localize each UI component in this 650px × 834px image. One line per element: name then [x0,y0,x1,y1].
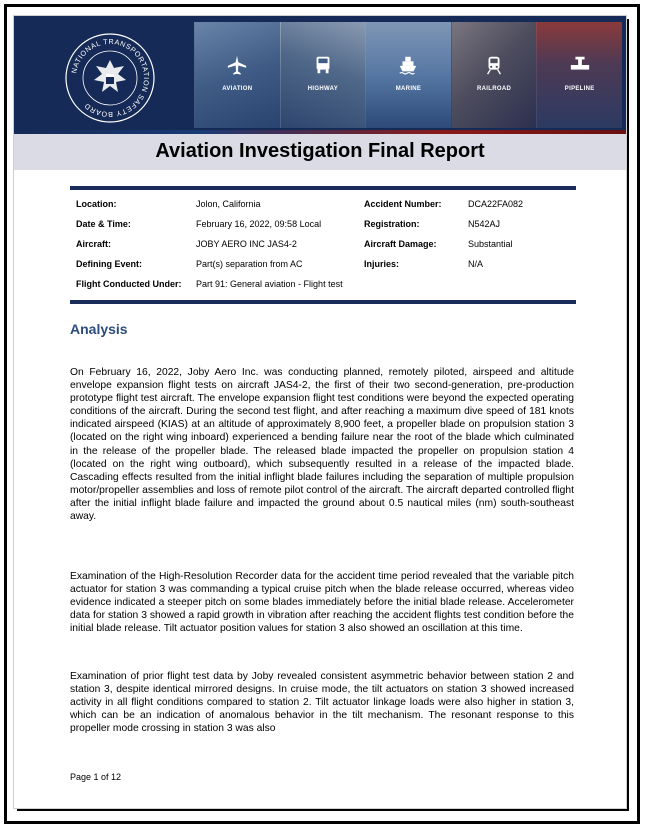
registration-label: Registration: [364,219,420,229]
pipeline-icon [569,54,591,76]
damage-label: Aircraft Damage: [364,239,437,249]
mode-label: AVIATION [222,86,253,92]
airplane-icon [226,54,248,76]
mode-aviation [194,22,280,128]
mode-label: RAILROAD [477,86,512,92]
registration-value: N542AJ [468,219,501,229]
info-row [70,274,576,294]
conducted-label: Flight Conducted Under: [76,279,182,289]
location-label: Location: [76,199,117,209]
analysis-paragraph: On February 16, 2022, Joby Aero Inc. was conducting planned, remotely piloted, airspeed and altitude envelope expansion flight tests on aircraft JAS4-2, the first of their two second-generation, pre-production prototype flight test aircraft. The envelope expansion flight test conditions were beyond the expected operating conditions of the aircraft. During the second test flight, and after reaching a maximum dive speed of 181 knots indicated airspeed (KIAS) at an altitude of approximately 8,900 feet, a propeller blade on propulsion station 3 (located on the right wing inboard) experienced a bending failure near the root of the blade which culminated in the release of the propeller blade. The released blade impacted the propeller on propulsion station 4 (located on the right wing outboard), which subsequently resulted in a release of the impacted blade. Cascading effects resulted from the initial inflight blade failures including the separation of multiple propulsion motor/propeller assemblies and loss of remote pilot control of the aircraft. The aircraft departed controlled flight after the initial inflight blade failure and impacted the ground about 0.5 nautical miles (nm) south-southeast away. [70,367,574,523]
mode-label: MARINE [395,86,422,92]
info-table [70,186,576,304]
mode-label: HIGHWAY [307,86,338,92]
mode-highway [280,22,366,128]
report-title: Aviation Investigation Final Report [155,140,485,162]
location-value: Jolon, California [196,199,261,209]
mode-marine [365,22,451,128]
conducted-value: Part 91: General aviation - Flight test [196,279,343,289]
datetime-value: February 16, 2022, 09:58 Local [196,219,322,229]
page-number: Page 1 of 12 [70,772,122,782]
title-band [14,134,626,170]
datetime-label: Date & Time: [76,219,131,229]
ntsb-seal-icon [62,30,158,126]
injuries-label: Injuries: [364,259,400,269]
ship-icon [397,54,419,76]
event-label: Defining Event: [76,259,143,269]
damage-value: Substantial [468,239,513,249]
aircraft-value: JOBY AERO INC JAS4-2 [196,239,297,249]
analysis-heading: Analysis [70,321,128,337]
injuries-value: N/A [468,259,484,269]
aircraft-label: Aircraft: [76,239,112,249]
svg-text:NATIONAL TRANSPORTATION SAFETY: NATIONAL TRANSPORTATION SAFETY BOARD [69,36,152,120]
ntsb-banner [14,16,626,134]
truck-icon [312,54,334,76]
analysis-paragraph: Examination of prior flight test data by Joby revealed consistent asymmetric behavior between station 2 and station 3, despite identical mirrored designs. In cruise mode, the tilt actuators on station 3 showed increased activity in all flight conditions compared to station 2. Tilt actuator linkage loads were also higher in station 3, which can be an indication of anomalous behavior in the tilt mechanism. The resonant response to this propeller mode crossing in station 3 was also [70,671,574,735]
info-row [70,214,576,234]
mode-label: PIPELINE [564,86,595,92]
accident-number-label: Accident Number: [364,199,442,209]
info-row [70,234,576,254]
info-row [70,254,576,274]
accident-number-value: DCA22FA082 [468,199,524,209]
mode-pipeline [536,22,622,128]
transport-modes [194,22,622,128]
event-value: Part(s) separation from AC [196,259,303,269]
info-row [70,194,576,214]
train-icon [483,54,505,76]
mode-railroad [451,22,537,128]
analysis-paragraph: Examination of the High-Resolution Recorder data for the accident time period revealed that the variable pitch actuator for station 3 was commanding a typical cruise pitch when the blade release occurred, whereas video evidence indicated a steeper pitch on some blades immediately before the initial blade release. Accelerometer data for station 3 showed a rapid growth in vibration after reaching the accident flights test condition before the initial blade release. Tilt actuator position values for station 3 also showed an oscillation at this time. [70,571,574,635]
report-page [14,16,626,808]
